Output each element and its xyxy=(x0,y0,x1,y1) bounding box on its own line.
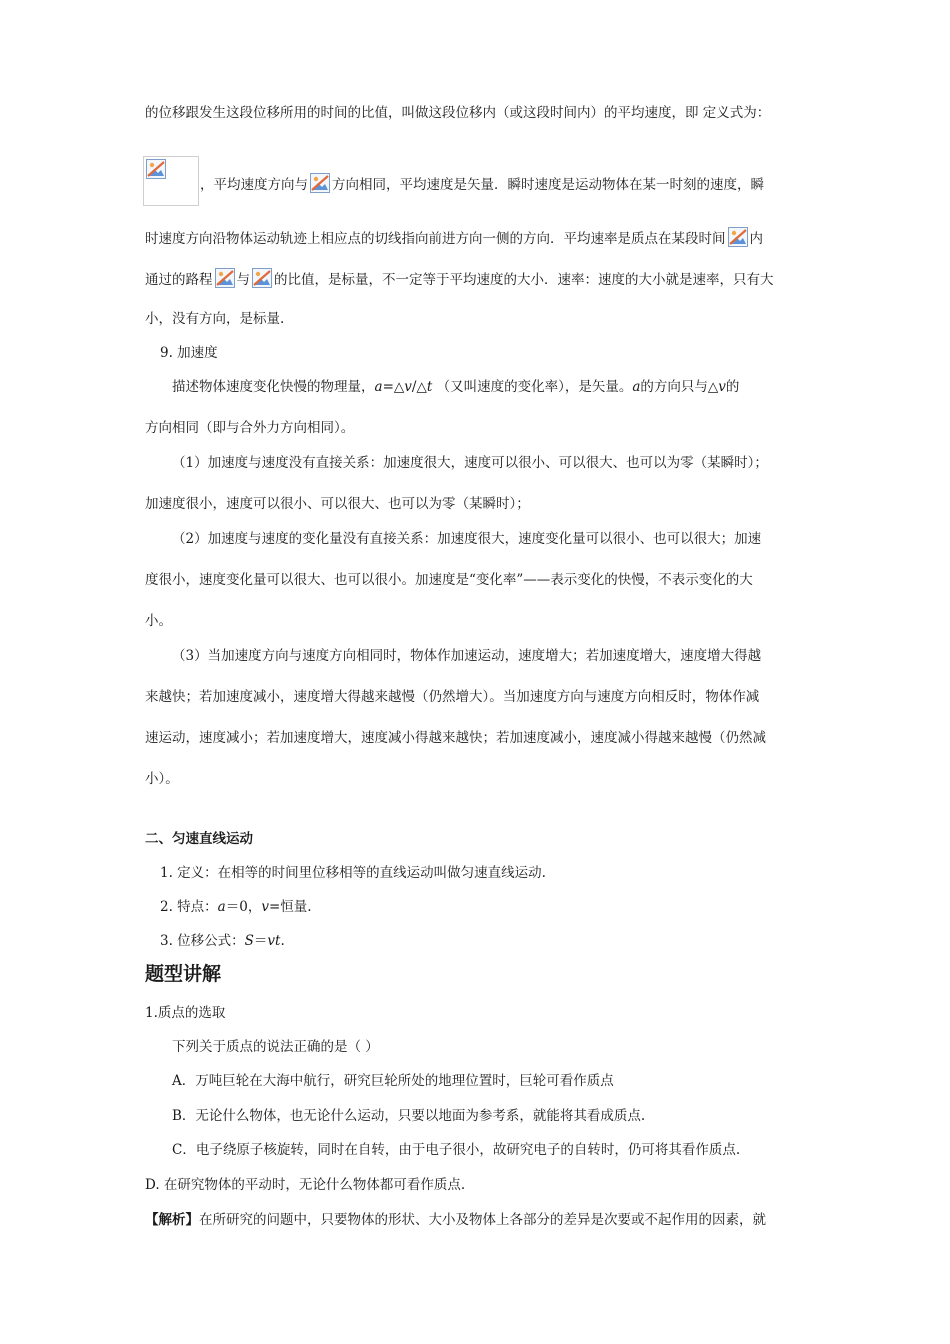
paragraph-line: 方向相同（即与合外力方向相同）。 xyxy=(145,420,355,436)
text-run: . xyxy=(280,933,285,949)
paragraph-line xyxy=(145,268,774,290)
paragraph-line: 来越快；若加速度减小，速度增大得越来越慢（仍然增大）。当加速度方向与速度方向相反时，物体作减 xyxy=(145,689,760,705)
math-var: vt xyxy=(267,933,281,949)
option-a: A．万吨巨轮在大海中航行，研究巨轮所处的地理位置时，巨轮可看作质点 xyxy=(172,1073,614,1089)
text-run: 2. 特点： xyxy=(160,899,218,915)
question-stem: 下列关于质点的说法正确的是（ ） xyxy=(172,1039,379,1055)
text-run: 的方向只与△ xyxy=(640,379,719,395)
text-run: ＝ xyxy=(253,933,268,949)
text-run: 方向相同，平均速度是矢量．瞬时速度是运动物体在某一时刻的速度，瞬 xyxy=(332,177,764,193)
paragraph-line: （2）加速度与速度的变化量没有直接关系：加速度很大，速度变化量可以很小、也可以很大；加速 xyxy=(172,531,762,547)
paragraph-line: 小）。 xyxy=(145,771,179,787)
paragraph-line: （3）当加速度方向与速度方向相同时，物体作加速运动，速度增大；若加速度增大，速度增大得越 xyxy=(172,648,762,664)
paragraph-line: 小，没有方向，是标量. xyxy=(145,311,285,327)
text-run: 与 xyxy=(236,272,250,288)
paragraph-line: 的位移跟发生这段位移所用的时间的比值，叫做这段位移内（或这段时间内）的平均速度，即 定义式为： xyxy=(145,105,771,121)
section-item-heading: 9. 加速度 xyxy=(160,345,218,361)
paragraph-line: 加速度很小，速度可以很小、可以很大、也可以为零（某瞬时）； xyxy=(145,496,530,512)
math-var: S xyxy=(244,933,254,949)
list-item xyxy=(160,897,312,917)
math-var: a xyxy=(374,379,383,395)
math-var: a xyxy=(217,899,226,915)
text-run: 的 xyxy=(725,379,740,395)
math-var: v xyxy=(718,379,726,395)
paragraph-line: 度很小，速度变化量可以很大、也可以很小。加速度是“变化率”——表示变化的快慢，不表示变化的大 xyxy=(145,572,753,588)
text-run: =△ xyxy=(382,379,405,395)
text-run: 3. 位移公式： xyxy=(160,933,245,949)
image-placeholder-icon xyxy=(215,268,235,288)
paragraph-line xyxy=(145,227,763,249)
text-run: ，平均速度方向与 xyxy=(200,177,308,193)
text-run: 的比值，是标量，不一定等于平均速度的大小．速率：速度的大小就是速率，只有大 xyxy=(274,272,774,288)
list-item: 1. 定义：在相等的时间里位移相等的直线运动叫做匀速直线运动. xyxy=(160,865,546,881)
image-placeholder-icon xyxy=(252,268,272,288)
text-run: =恒量. xyxy=(268,899,312,915)
formula-image-box xyxy=(143,156,199,206)
text-run: （又叫速度的变化率），是矢量。 xyxy=(432,379,633,395)
section-heading: 二、匀速直线运动 xyxy=(145,831,253,847)
text-run: /△ xyxy=(411,379,427,395)
math-var: v xyxy=(261,899,269,915)
list-item xyxy=(160,931,285,951)
text-run: 时速度方向沿物体运动轨迹上相应点的切线指向前进方向一侧的方向．平均速率是质点在某段时间 xyxy=(145,231,726,247)
math-var: t xyxy=(426,379,433,395)
paragraph-line: 速运动，速度减小；若加速度增大，速度减小得越来越快；若加速度减小，速度减小得越来越慢（仍然减 xyxy=(145,730,766,746)
math-var: a xyxy=(632,379,641,395)
question-title: 1.质点的选取 xyxy=(145,1005,226,1021)
text-run: 描述物体速度变化快慢的物理量， xyxy=(172,379,375,395)
text-run: 通过的路程 xyxy=(145,272,213,288)
option-c: C．电子绕原子核旋转，同时在自转，由于电子很小，故研究电子的自转时，仍可将其看作质点. xyxy=(172,1142,741,1158)
paragraph-line xyxy=(172,377,739,397)
image-placeholder-icon xyxy=(146,159,166,179)
paragraph-line xyxy=(200,173,764,195)
math-var: v xyxy=(404,379,412,395)
option-d: D. 在研究物体的平动时，无论什么物体都可看作质点. xyxy=(145,1177,466,1193)
text-run: 在所研究的问题中，只要物体的形状、大小及物体上各部分的差异是次要或不起作用的因素，就 xyxy=(199,1212,766,1228)
paragraph-line: 小。 xyxy=(145,613,172,629)
paragraph-line: （1）加速度与速度没有直接关系：加速度很大，速度可以很小、可以很大、也可以为零（某瞬时）； xyxy=(172,455,768,471)
text-run: 内 xyxy=(749,231,763,247)
analysis-line xyxy=(145,1210,766,1230)
image-placeholder-icon xyxy=(310,173,330,193)
page-heading: 题型讲解 xyxy=(145,963,222,985)
image-placeholder-icon xyxy=(728,227,748,247)
option-b: B．无论什么物体，也无论什么运动，只要以地面为参考系，就能将其看成质点. xyxy=(172,1108,646,1124)
analysis-label: 【解析】 xyxy=(145,1212,199,1228)
text-run: ＝0， xyxy=(225,899,262,915)
